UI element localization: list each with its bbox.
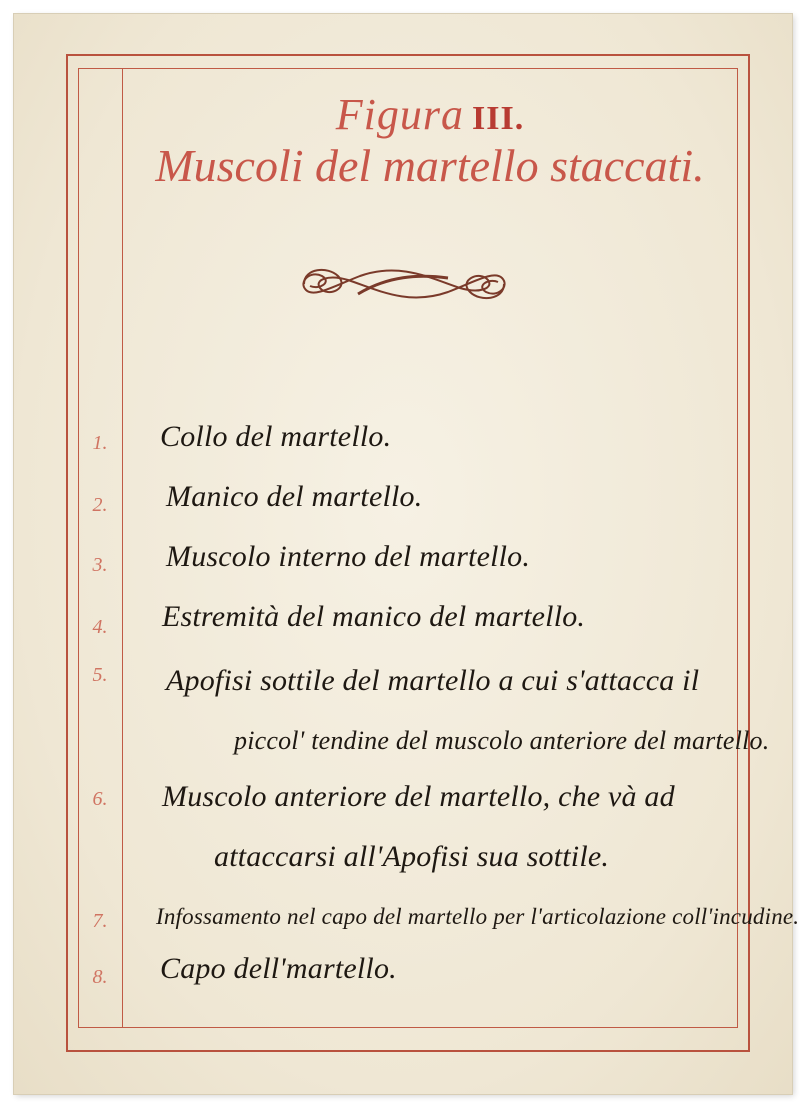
- title-figure: [150, 92, 710, 138]
- entry-number-7: 7.: [92, 910, 108, 932]
- title-figure-word: Figura: [335, 90, 465, 139]
- title-subtitle: Muscoli del martello staccati.: [155, 140, 705, 192]
- entry-number-3: 3.: [92, 554, 108, 576]
- entry-number-5: 5.: [92, 664, 108, 686]
- entry-4-line-1: Estremità del manico del martello.: [162, 600, 586, 633]
- margin-rule: [122, 68, 123, 1028]
- entry-number-6: 6.: [92, 788, 108, 810]
- calligraphic-flourish: [298, 258, 510, 310]
- entry-2-line-1: Manico del martello.: [166, 480, 423, 513]
- entry-1-line-1: Collo del martello.: [160, 420, 392, 453]
- entry-6-line-2: attaccarsi all'Apofisi sua sottile.: [214, 840, 610, 873]
- entry-number-2: 2.: [92, 494, 108, 516]
- entry-3-line-1: Muscolo interno del martello.: [166, 540, 531, 573]
- entry-number-8: 8.: [92, 966, 108, 988]
- entry-number-4: 4.: [92, 616, 108, 638]
- page-title: [150, 92, 710, 190]
- entry-7-line-1: Infossamento nel capo del martello per l'articolazione coll'incudine.: [156, 904, 800, 929]
- entry-8-line-1: Capo dell'martello.: [160, 952, 397, 985]
- entry-5-line-2: piccol' tendine del muscolo anteriore del martello.: [234, 726, 770, 755]
- title-figure-numeral: III.: [472, 100, 525, 137]
- entry-6-line-1: Muscolo anteriore del martello, che và ad: [162, 780, 675, 813]
- entry-number-1: 1.: [92, 432, 108, 454]
- entry-5-line-1: Apofisi sottile del martello a cui s'attacca il: [166, 664, 700, 697]
